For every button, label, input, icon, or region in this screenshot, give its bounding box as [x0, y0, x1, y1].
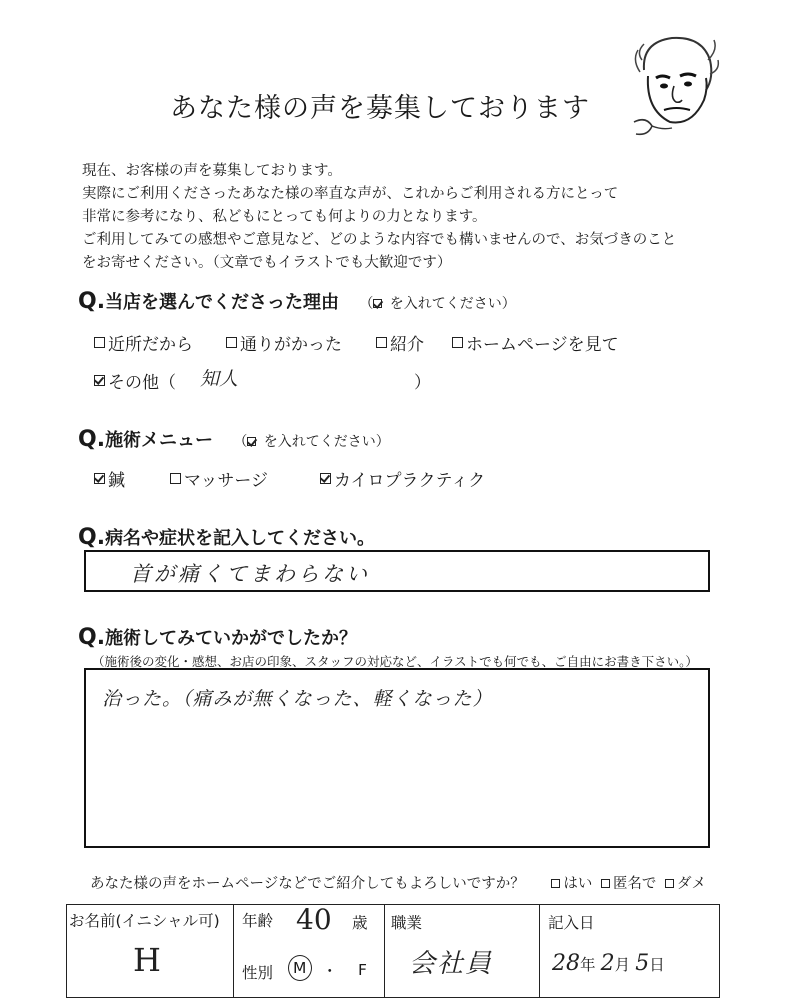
portrait-illustration [622, 30, 730, 142]
page-title: あなた様の声を募集しております [170, 93, 590, 124]
q1-heading [78, 288, 516, 314]
q4-hint: （施術後の変化・感想、お店の印象、スタッフの対応など、イラストでも何でも、ご自由にお書き下さい。） [92, 654, 698, 669]
q2-option-chiropractic[interactable]: カイロプラクティク [320, 466, 485, 491]
q2-option-massage[interactable]: マッサージ [170, 466, 268, 491]
intro-line: をお寄せください。（文章でもイラストでも大歓迎です） [82, 255, 452, 271]
symptom-answer-box[interactable] [84, 550, 710, 592]
checkbox-icon [247, 437, 256, 446]
impression-answer: 治った。（痛みが無くなった、軽くなった） [102, 688, 493, 710]
q1-option-nearby[interactable]: 近所だから [94, 330, 193, 355]
q2-label: 施術メニュー [105, 430, 214, 451]
q2-qmark: Q. [78, 427, 106, 452]
q4-heading [78, 624, 357, 650]
intro-line: 現在、お客様の声を募集しております。 [82, 163, 342, 179]
age-label: 年齢 [242, 912, 274, 930]
consent-row [90, 872, 706, 893]
q1-option-other[interactable]: その他（ [94, 368, 176, 393]
date-day: 5 [635, 951, 650, 976]
q1-option-passing[interactable]: 通りがかった [226, 330, 342, 355]
name-cell[interactable] [67, 905, 234, 998]
checkbox-checked-icon[interactable] [94, 473, 105, 484]
date-cell[interactable] [540, 905, 720, 998]
q2-option-acupuncture[interactable]: 鍼 [94, 466, 125, 491]
gender-m[interactable]: M [293, 959, 307, 977]
impression-answer-box[interactable] [84, 668, 710, 848]
job-value: 会社員 [409, 949, 494, 979]
intro-line: 非常に参考になり、私どもにとっても何よりの力となります。 [82, 209, 487, 225]
consent-option-anonymous[interactable]: 匿名で [601, 876, 657, 892]
intro-text [82, 160, 676, 275]
intro-line: ご利用してみての感想やご意見など、どのような内容でも構いませんので、お気づきのこと [82, 232, 677, 248]
symptom-answer: 首が痛くてまわらない [130, 562, 370, 586]
q3-heading [78, 524, 375, 550]
checkbox-icon[interactable] [376, 337, 387, 348]
checkbox-checked-icon[interactable] [94, 375, 105, 386]
checkbox-icon[interactable] [226, 337, 237, 348]
age-unit: 歳 [352, 914, 368, 932]
q1-other-close: ） [414, 373, 431, 393]
gender-label: 性別 [242, 964, 274, 982]
name-value: H [133, 941, 161, 979]
consent-question: あなた様の声をホームページなどでご紹介してもよろしいですか？ [90, 876, 525, 892]
q1-option-referral[interactable]: 紹介 [376, 330, 424, 355]
date-label: 記入日 [548, 914, 595, 932]
checkbox-checked-icon[interactable] [320, 473, 331, 484]
q3-label: 病名や症状を記入してください。 [105, 528, 376, 549]
q1-hint: （ を入れてください） [359, 296, 516, 312]
info-table [66, 904, 720, 998]
name-label: お名前(イニシャル可) [69, 912, 220, 930]
gender-f[interactable]: F [358, 961, 367, 979]
job-label: 職業 [391, 914, 423, 932]
consent-option-yes[interactable]: はい [551, 876, 592, 892]
job-cell[interactable] [385, 905, 540, 998]
date-month-unit: 月 [614, 956, 631, 974]
q1-other-value[interactable]: 知人 [200, 368, 239, 390]
checkbox-icon[interactable] [601, 879, 610, 888]
checkbox-icon[interactable] [94, 337, 105, 348]
date-value [552, 951, 665, 976]
date-day-unit: 日 [649, 956, 665, 974]
checkbox-icon[interactable] [170, 473, 181, 484]
q4-qmark: Q. [78, 625, 106, 650]
q1-label: 当店を選んでくださった理由 [105, 292, 340, 313]
q2-heading [78, 426, 390, 452]
q2-hint: （ を入れてください） [233, 434, 390, 450]
date-year: 28 [552, 951, 580, 976]
age-gender-cell[interactable] [234, 905, 385, 998]
intro-line: 実際にご利用くださったあなた様の率直な声が、これからご利用される方にとって [82, 186, 619, 202]
checkbox-icon[interactable] [665, 879, 674, 888]
q1-qmark: Q. [78, 289, 106, 314]
checkbox-icon[interactable] [452, 337, 463, 348]
q3-qmark: Q. [78, 525, 106, 550]
q1-option-homepage[interactable]: ホームページを見て [452, 330, 619, 355]
consent-option-no[interactable]: ダメ [665, 876, 706, 892]
date-year-unit: 年 [580, 956, 596, 974]
gender-separator: ・ [322, 962, 338, 980]
age-value: 40 [296, 903, 332, 936]
date-month: 2 [600, 951, 615, 976]
checkbox-icon[interactable] [551, 879, 560, 888]
q4-label: 施術してみていかがでしたか？ [105, 628, 358, 649]
checkbox-icon [373, 299, 382, 308]
